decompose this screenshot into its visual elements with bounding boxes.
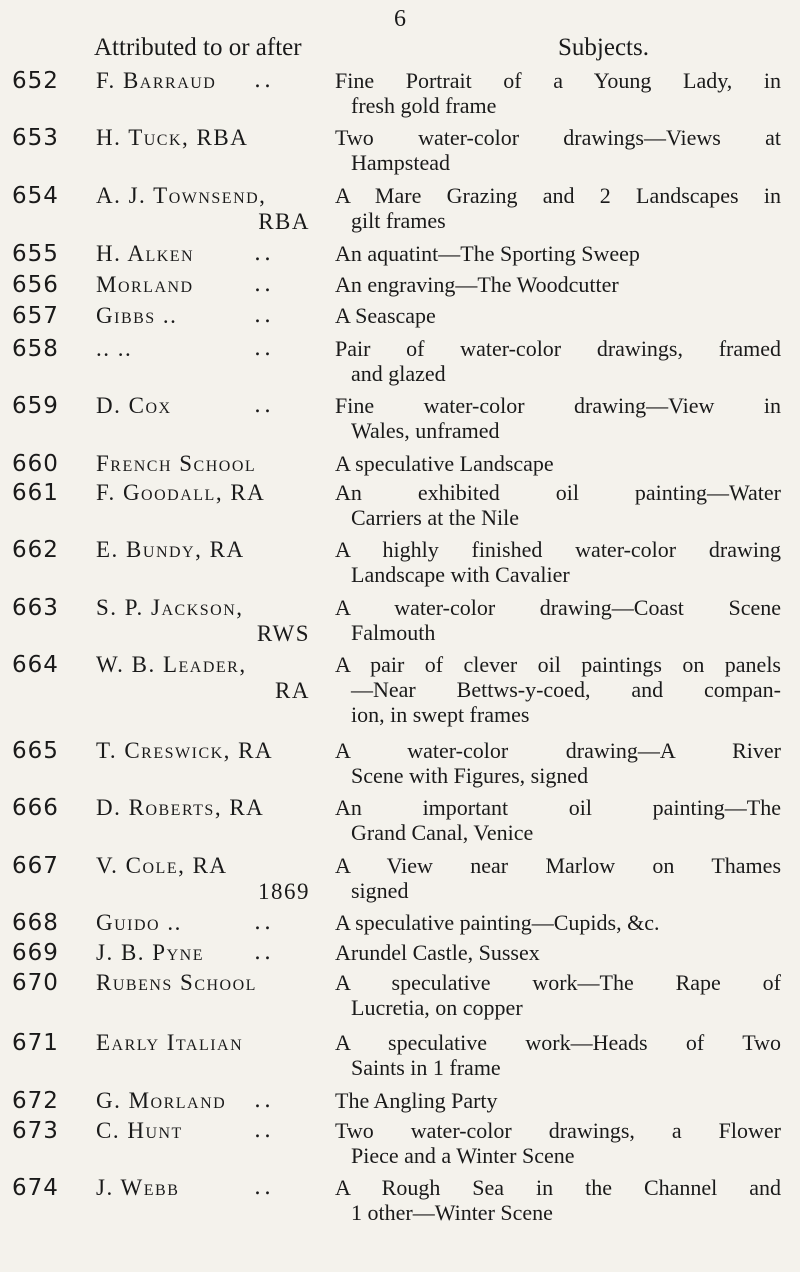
subject-line: An aquatint—The Sporting Sweep: [335, 241, 640, 266]
artist-name: [96, 537, 245, 563]
lot-number: 656: [12, 272, 59, 298]
leader-dots: ..: [254, 303, 274, 328]
subject-line: Pair of water-color drawings, framed: [335, 336, 781, 361]
leader-dots: ..: [254, 910, 274, 935]
artist-main: Early Italian: [96, 1030, 244, 1055]
lot-subject: [335, 795, 781, 845]
artist-main: J. B. Pyne: [96, 940, 204, 965]
artist-main: E. Bundy, RA: [96, 537, 245, 562]
artist-main: Rubens School: [96, 970, 257, 995]
subject-line: A water-color drawing—A River: [335, 738, 781, 763]
lot-number: 662: [12, 537, 59, 563]
lot-number: 667: [12, 853, 59, 879]
subject-line: An important oil painting—The: [335, 795, 781, 820]
subject-line: A speculative painting—Cupids, &c.: [335, 910, 660, 935]
artist-suffix: 1869: [258, 879, 310, 904]
subject-line: Wales, unframed: [351, 418, 500, 443]
artist-name: [96, 970, 257, 996]
lot-number: 654: [12, 183, 59, 209]
lot-subject: [335, 393, 781, 443]
subject-line: Scene with Figures, signed: [351, 763, 589, 788]
subject-line: An exhibited oil painting—Water: [335, 480, 781, 505]
subject-line: ion, in swept frames: [351, 702, 530, 727]
artist-name: [96, 1175, 179, 1201]
lot-number: 664: [12, 652, 59, 678]
leader-dots: ..: [254, 1175, 274, 1200]
page-number: 6: [394, 6, 406, 32]
lot-number: 660: [12, 451, 59, 477]
leader-dots: ..: [254, 393, 274, 418]
lot-number: 661: [12, 480, 59, 506]
subject-line: Landscape with Cavalier: [351, 562, 570, 587]
artist-name: [96, 652, 310, 704]
artist-name: [96, 393, 172, 419]
artist-name: [96, 336, 132, 362]
artist-name: [96, 1030, 243, 1056]
artist-main: D. Cox: [96, 393, 172, 418]
subject-line: Lucretia, on copper: [351, 995, 523, 1020]
artist-main: D. Roberts, RA: [96, 795, 265, 820]
artist-main: W. B. Leader,: [96, 652, 247, 677]
subject-line: Hampstead: [351, 150, 450, 175]
artist-main: F. Barraud: [96, 68, 217, 93]
lot-number: 663: [12, 595, 59, 621]
artist-main: Guido ..: [96, 910, 182, 935]
lot-number: 657: [12, 303, 59, 329]
lot-number: 658: [12, 336, 59, 362]
subject-line: 1 other—Winter Scene: [351, 1200, 553, 1225]
lot-subject: [335, 910, 781, 935]
lot-number: 666: [12, 795, 59, 821]
lot-subject: [335, 652, 781, 727]
lot-subject: [335, 241, 781, 266]
leader-dots: ..: [254, 241, 274, 266]
subject-line: Fine water-color drawing—View in: [335, 393, 781, 418]
artist-main: H. Alken: [96, 241, 195, 266]
lot-subject: [335, 853, 781, 903]
artist-main: A. J. Townsend,: [96, 183, 267, 208]
artist-name: [96, 183, 310, 235]
subject-line: Saints in 1 frame: [351, 1055, 501, 1080]
subject-line: A speculative work—Heads of Two: [335, 1030, 781, 1055]
subject-line: Fine Portrait of a Young Lady, in: [335, 68, 781, 93]
subject-line: An engraving—The Woodcutter: [335, 272, 619, 297]
lot-number: 673: [12, 1118, 59, 1144]
artist-main: F. Goodall, RA: [96, 480, 266, 505]
lot-number: 674: [12, 1175, 59, 1201]
header-attributed: Attributed to or after: [94, 34, 302, 61]
artist-main: Gibbs ..: [96, 303, 178, 328]
subject-line: The Angling Party: [335, 1088, 498, 1113]
artist-name: [96, 68, 216, 94]
leader-dots: ..: [254, 940, 274, 965]
artist-main: G. Morland: [96, 1088, 227, 1113]
subject-line: Grand Canal, Venice: [351, 820, 534, 845]
subject-line: Carriers at the Nile: [351, 505, 519, 530]
artist-main: T. Creswick, RA: [96, 738, 274, 763]
artist-name: [96, 272, 194, 298]
artist-name: [96, 1118, 183, 1144]
lot-number: 652: [12, 68, 59, 94]
subject-line: A Mare Grazing and 2 Landscapes in: [335, 183, 781, 208]
subject-line: Two water-color drawings, a Flower: [335, 1118, 781, 1143]
subject-line: fresh gold frame: [351, 93, 497, 118]
subject-line: Arundel Castle, Sussex: [335, 940, 540, 965]
artist-name: [96, 738, 273, 764]
artist-main: V. Cole, RA: [96, 853, 228, 878]
lot-subject: [335, 1175, 781, 1225]
artist-main: French School: [96, 451, 257, 476]
lot-number: 670: [12, 970, 59, 996]
artist-name: [96, 303, 177, 329]
lot-number: 672: [12, 1088, 59, 1114]
subject-line: and glazed: [351, 361, 446, 386]
artist-main: H. Tuck, RBA: [96, 125, 249, 150]
subject-line: A Rough Sea in the Channel and: [335, 1175, 781, 1200]
artist-name: [96, 480, 265, 506]
subject-line: A water-color drawing—Coast Scene: [335, 595, 781, 620]
subject-line: A highly finished water-color drawing: [335, 537, 781, 562]
subject-line: Falmouth: [351, 620, 436, 645]
lot-number: 659: [12, 393, 59, 419]
lot-subject: [335, 68, 781, 118]
artist-name: [96, 125, 248, 151]
lot-subject: [335, 125, 781, 175]
lot-subject: [335, 1030, 781, 1080]
lot-subject: [335, 940, 781, 965]
artist-name: [96, 595, 310, 647]
subject-line: signed: [351, 878, 409, 903]
lot-subject: [335, 970, 781, 1020]
leader-dots: ..: [254, 336, 274, 361]
lot-number: 655: [12, 241, 59, 267]
leader-dots: ..: [254, 68, 274, 93]
artist-name: [96, 1088, 226, 1114]
subject-line: A View near Marlow on Thames: [335, 853, 781, 878]
artist-name: [96, 795, 264, 821]
artist-main: C. Hunt: [96, 1118, 183, 1143]
artist-main: S. P. Jackson,: [96, 595, 244, 620]
leader-dots: ..: [254, 1088, 274, 1113]
artist-suffix: RA: [275, 678, 310, 703]
artist-name: [96, 241, 194, 267]
lot-number: 671: [12, 1030, 59, 1056]
lot-number: 665: [12, 738, 59, 764]
lot-subject: [335, 451, 781, 476]
artist-suffix: RWS: [256, 621, 310, 646]
subject-line: A speculative Landscape: [335, 451, 554, 476]
lot-subject: [335, 1088, 781, 1113]
artist-main: Morland: [96, 272, 194, 297]
lot-subject: [335, 537, 781, 587]
subject-line: Two water-color drawings—Views at: [335, 125, 781, 150]
lot-subject: [335, 480, 781, 530]
lot-number: 669: [12, 940, 59, 966]
lot-subject: [335, 1118, 781, 1168]
header-subjects: Subjects.: [558, 34, 649, 61]
leader-dots: ..: [254, 272, 274, 297]
lot-number: 668: [12, 910, 59, 936]
artist-name: [96, 451, 256, 477]
lot-subject: [335, 738, 781, 788]
lot-subject: [335, 336, 781, 386]
artist-main: J. Webb: [96, 1175, 180, 1200]
artist-name: [96, 940, 204, 966]
leader-dots: ..: [254, 1118, 274, 1143]
lot-subject: [335, 303, 781, 328]
artist-name: [96, 910, 182, 936]
subject-line: Piece and a Winter Scene: [351, 1143, 575, 1168]
lot-subject: [335, 183, 781, 233]
artist-main: .. ..: [96, 336, 133, 361]
artist-suffix: RBA: [258, 209, 310, 234]
subject-line: A speculative work—The Rape of: [335, 970, 781, 995]
subject-line: gilt frames: [351, 208, 446, 233]
lot-subject: [335, 272, 781, 297]
subject-line: —Near Bettws-y-coed, and compan-: [351, 677, 781, 702]
subject-line: A Seascape: [335, 303, 436, 328]
lot-number: 653: [12, 125, 59, 151]
subject-line: A pair of clever oil paintings on panels: [335, 652, 781, 677]
lot-subject: [335, 595, 781, 645]
artist-name: [96, 853, 310, 905]
